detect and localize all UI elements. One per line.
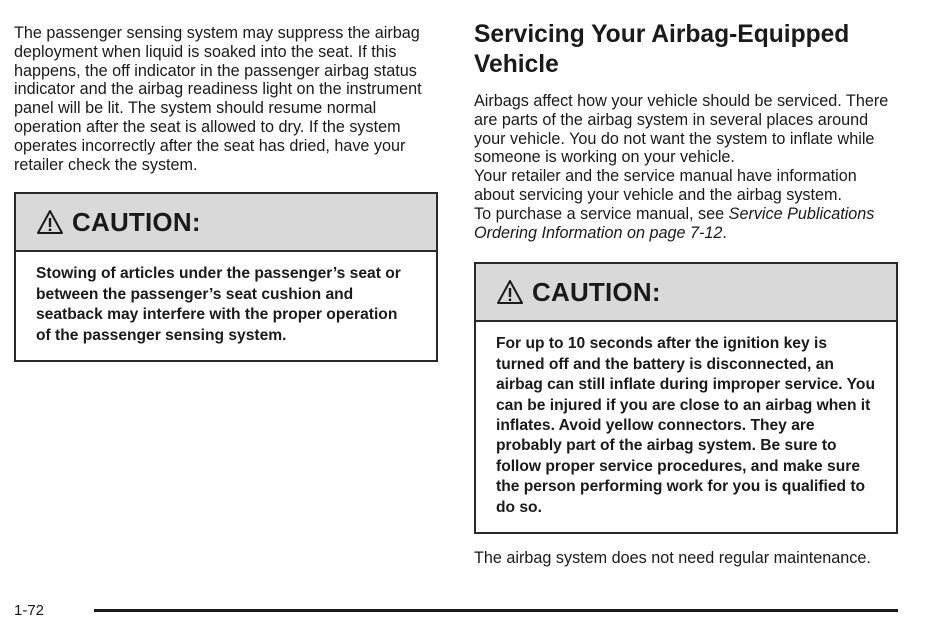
purchase-manual-suffix: .	[722, 223, 727, 242]
maintenance-note: The airbag system does not need regular maintenance.	[474, 549, 871, 568]
passenger-sensing-paragraph: The passenger sensing system may suppress the airbag deployment when liquid is soaked into the seat. If this happens, the off indicator in the passenger airbag status indicator and the airbag readiness light on the instrument panel will be lit. The system should resume normal operation after the seat is allowed to dry. If the system operates incorrectly after the seat has dried, have your retailer check the system.	[14, 24, 422, 174]
servicing-paragraph-1: Airbags affect how your vehicle should be serviced. There are parts of the airbag system in several places around your vehicle. You do not want the system to inflate while someone is working on your vehicle.	[474, 92, 889, 167]
service-publications-reference: Service Publications Ordering Information on page 7-12	[474, 204, 875, 242]
caution-title: CAUTION:	[532, 276, 661, 307]
footer-rule	[94, 609, 898, 612]
caution-box-left	[14, 192, 438, 362]
servicing-paragraph-2: Your retailer and the service manual have information about servicing your vehicle and the airbag system.	[474, 167, 857, 204]
page-number: 1-72	[14, 602, 45, 619]
left-column	[14, 24, 438, 362]
caution-box-right	[474, 262, 898, 534]
purchase-manual-text: To purchase a service manual, see	[474, 204, 729, 223]
warning-triangle-icon	[36, 209, 64, 235]
caution-text: Stowing of articles under the passenger’s seat or between the passenger’s seat cushion and seatback may interfere with the proper operation of the passenger sensing system.	[36, 265, 401, 344]
warning-triangle-icon	[496, 279, 524, 305]
caution-header	[476, 264, 896, 322]
caution-header	[16, 194, 436, 252]
servicing-paragraph-3	[474, 205, 898, 243]
right-column	[474, 20, 898, 568]
caution-title: CAUTION:	[72, 206, 201, 237]
section-heading: Servicing Your Airbag-Equipped Vehicle	[474, 21, 850, 78]
caution-text: For up to 10 seconds after the ignition key is turned off and the battery is disconnected, an airbag can still inflate during improper service. You can be injured if you are close to an airbag when it inflates. Avoid yellow connectors. They are probably part of the airbag system. Be sure to follow proper service procedures, and make sure the person performing work for you is qualified to do so.	[496, 335, 875, 516]
